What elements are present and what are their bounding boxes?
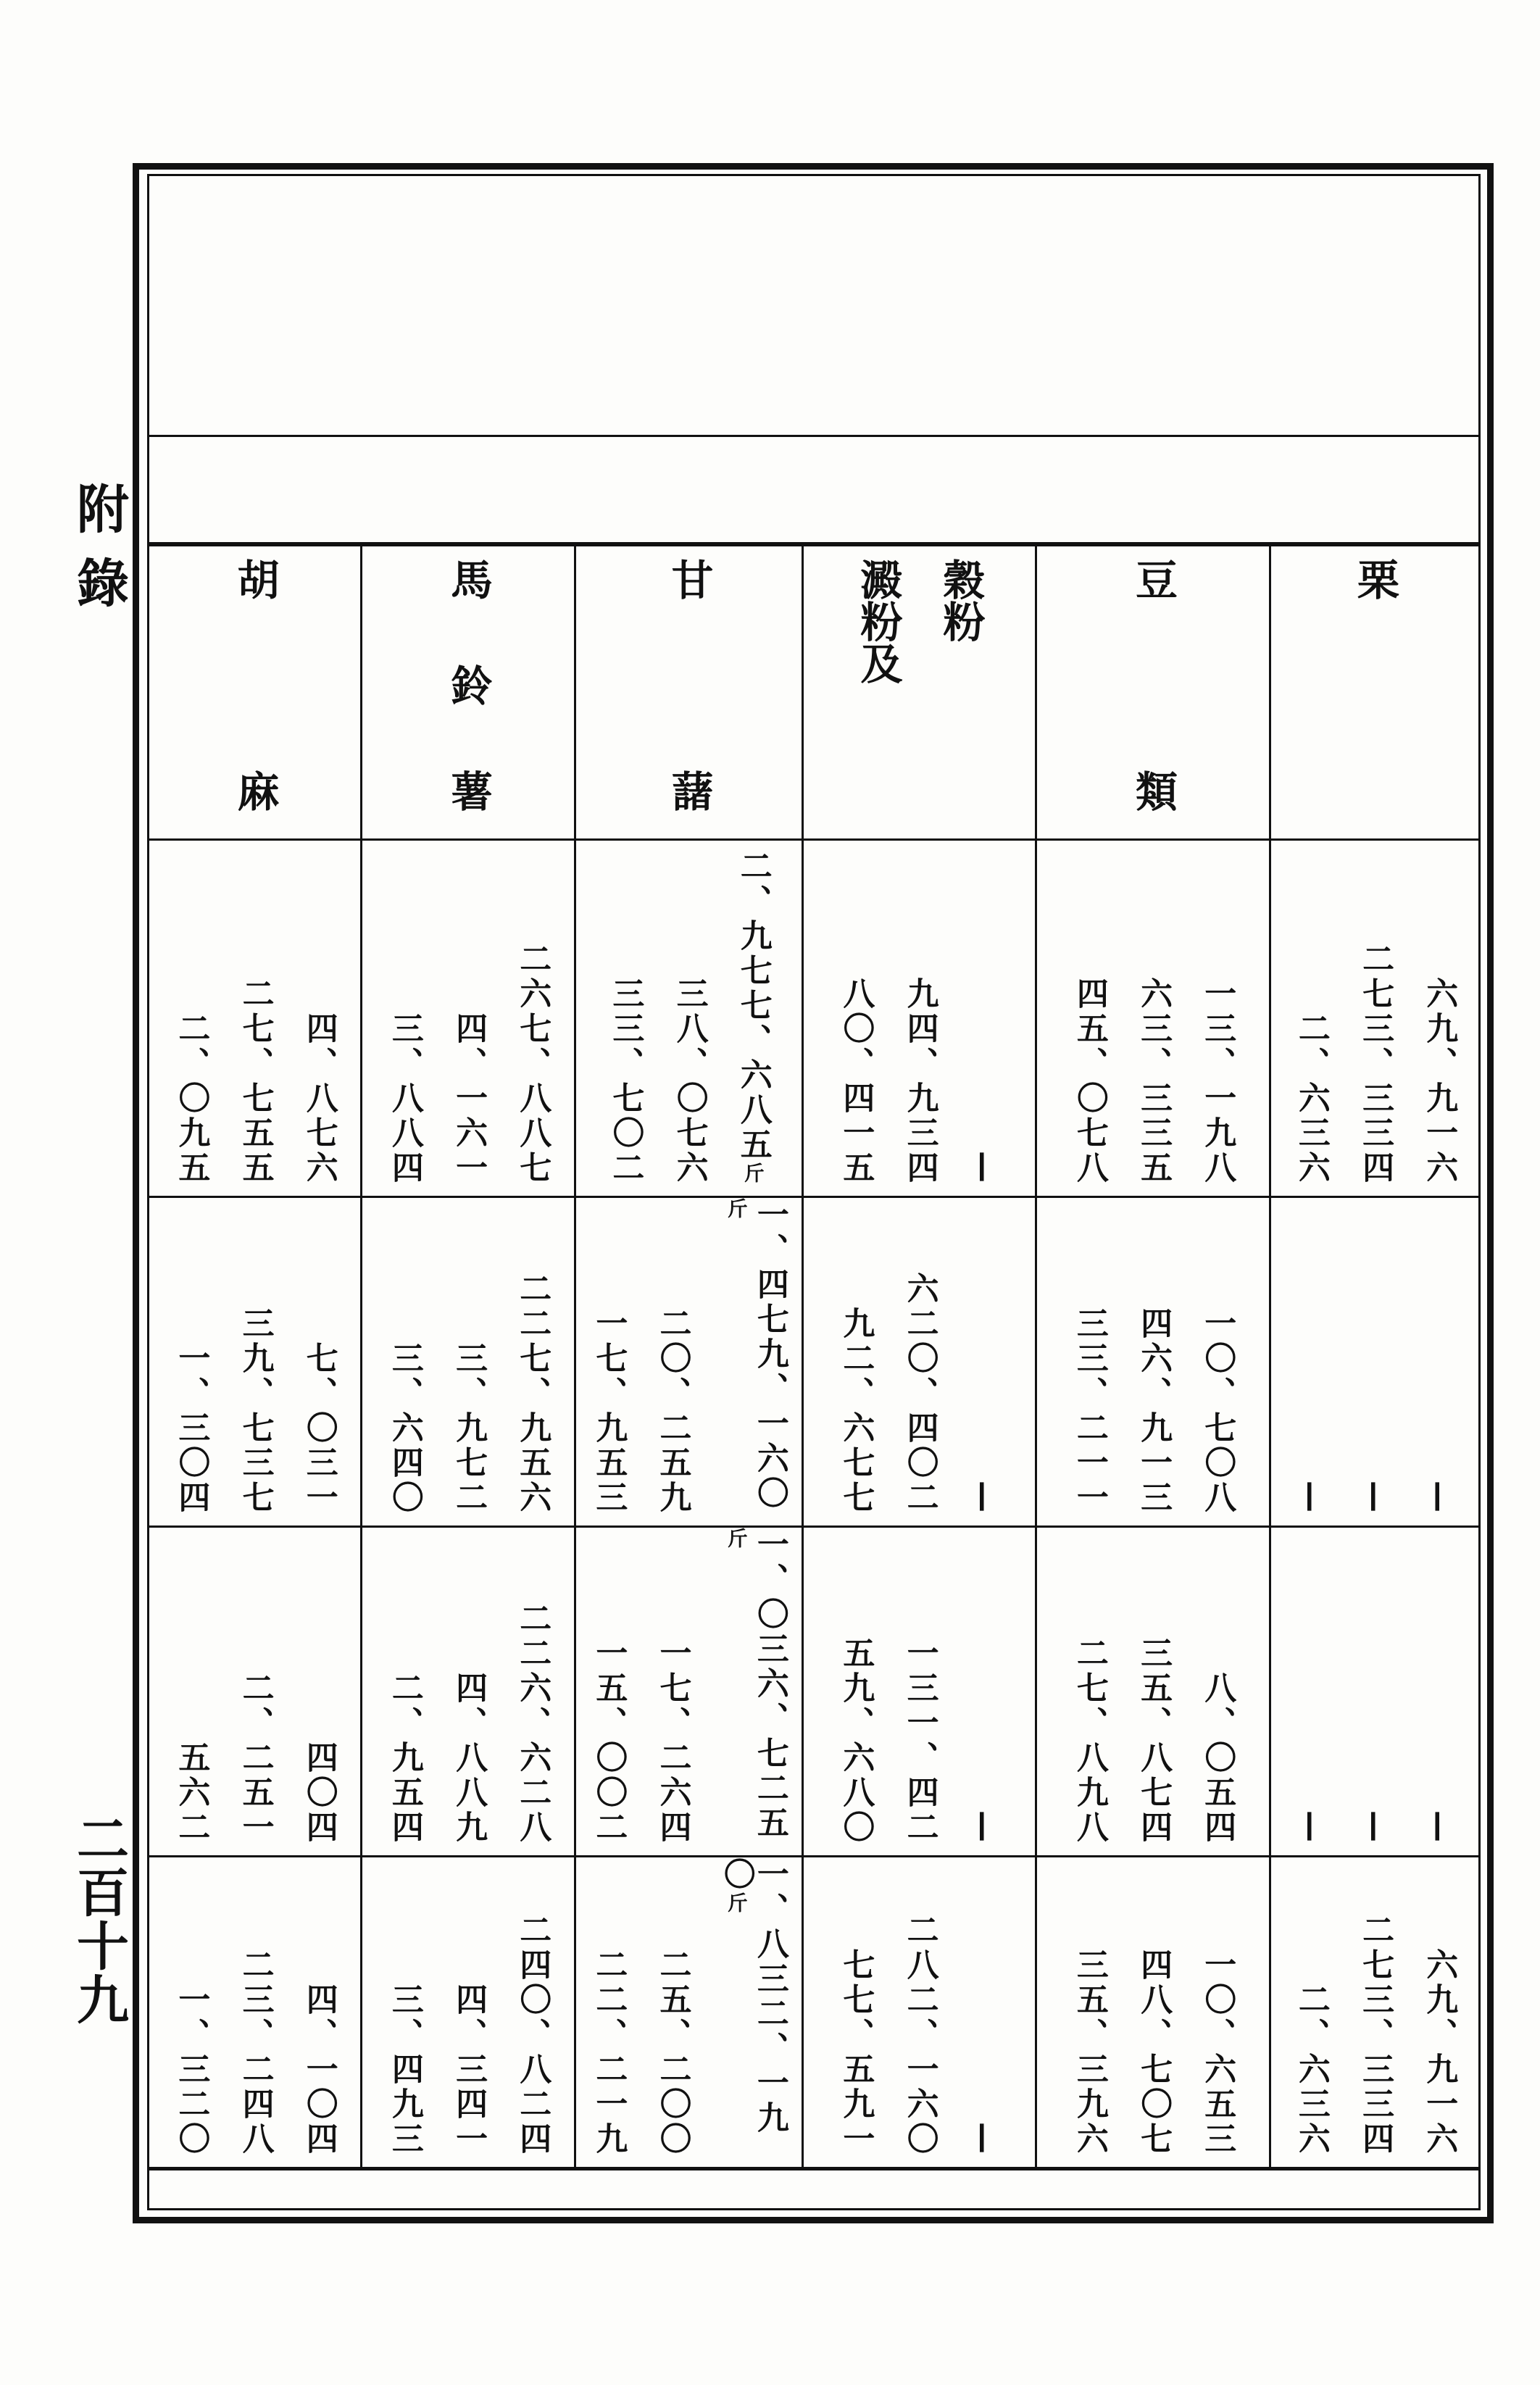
unit-label: 斤 <box>724 1198 749 1221</box>
cell-sweetpotato-r1 <box>576 841 802 1196</box>
cell-starch-r3 <box>804 1528 1035 1855</box>
value: 七七、五九一 <box>837 1948 875 2157</box>
cell-chestnut-r1 <box>1271 841 1478 1196</box>
value: 九四、九三四 <box>901 977 938 1186</box>
value: 六三、三三五 <box>1135 977 1173 1186</box>
value-text: 一、四七九、一六〇 <box>751 1198 788 1511</box>
value: 一〇、六五三 <box>1199 1948 1236 2157</box>
cell-sesame-r4 <box>149 1857 360 2167</box>
value: 一〇、七〇八 <box>1199 1307 1236 1515</box>
value: — <box>1357 1481 1394 1515</box>
value: 二七三、三三四 <box>1357 942 1394 1186</box>
value: — <box>965 1810 1002 1845</box>
header-char: 豆 <box>1128 558 1178 600</box>
header-text <box>225 558 286 812</box>
value: 三五、三九六 <box>1070 1948 1108 2157</box>
value: 四五、〇七八 <box>1070 977 1108 1186</box>
header-char: 藷 <box>664 770 714 812</box>
unit-label: 斤 <box>724 1892 749 1915</box>
value: 四、一六一 <box>450 1012 488 1186</box>
header-sesame <box>149 558 360 826</box>
header-char: 類 <box>1128 770 1178 812</box>
value: — <box>1357 1810 1394 1845</box>
value: 四八、七〇七 <box>1135 1948 1173 2157</box>
value: — <box>965 2122 1002 2157</box>
value-text: 二、九七七、六八五 <box>734 849 772 1162</box>
value: 二、九五四 <box>386 1671 423 1845</box>
cell-potato-r4 <box>362 1857 574 2167</box>
unit-label: 斤 <box>741 1162 765 1186</box>
value: — <box>965 1151 1002 1186</box>
header-char: 甘 <box>664 558 714 600</box>
value: 一三、一九八 <box>1199 977 1236 1186</box>
rule-bottom <box>149 2167 1478 2170</box>
header-potato <box>362 558 574 826</box>
value-text: 一、〇三六、七二五 <box>751 1528 788 1841</box>
header-starch-flour <box>804 558 1035 826</box>
value: 一三一、四二 <box>901 1636 938 1845</box>
cell-potato-r2 <box>362 1198 574 1526</box>
value: 四、三四一 <box>450 1983 488 2157</box>
cell-potato-r1 <box>362 841 574 1196</box>
header-char: 鈴 <box>444 664 493 706</box>
value: — <box>1292 1481 1330 1515</box>
value: 一五、〇〇二 <box>590 1636 628 1845</box>
value: 六九、九一六 <box>1420 1948 1458 2157</box>
value: 四〇四 <box>300 1741 338 1845</box>
value: — <box>1420 1810 1458 1845</box>
cell-beans-r3 <box>1037 1528 1269 1855</box>
cell-sweetpotato-r3 <box>576 1528 802 1855</box>
cell-chestnut-r3 <box>1271 1528 1478 1855</box>
header-text: 澱粉及 <box>853 558 903 684</box>
header-sweet-potato <box>576 558 802 826</box>
value: 三三、二一一 <box>1070 1307 1108 1515</box>
header-chestnut <box>1271 558 1478 826</box>
value: 五六二 <box>172 1741 210 1845</box>
value: 六九、九一六 <box>1420 977 1458 1186</box>
value <box>720 1528 786 1845</box>
cell-sweetpotato-r2 <box>576 1198 802 1526</box>
cell-sweetpotato-r4 <box>576 1857 802 2167</box>
value: 二七、八九八 <box>1070 1636 1108 1845</box>
header-beans <box>1037 558 1269 826</box>
header-char: 麻 <box>230 770 280 812</box>
section-label: 附錄 <box>68 482 130 630</box>
cell-chestnut-r4 <box>1271 1857 1478 2167</box>
unit-label: 斤 <box>724 1528 749 1551</box>
value: — <box>1420 1481 1458 1515</box>
cell-sesame-r3 <box>149 1528 360 1855</box>
value: 三、九七二 <box>450 1341 488 1515</box>
value: 二五、二〇〇 <box>654 1948 691 2157</box>
value: 三、四九三 <box>386 1983 423 2157</box>
value: 二八二、一六〇 <box>901 1913 938 2157</box>
value: 四、八七六 <box>300 1012 338 1186</box>
value <box>736 849 770 1186</box>
value: 二七、七五五 <box>236 977 274 1186</box>
cell-sesame-r1 <box>149 841 360 1196</box>
cell-starch-r4 <box>804 1857 1035 2167</box>
value: 二二七、九五六 <box>514 1272 552 1515</box>
value: 五九、六八〇 <box>837 1636 875 1845</box>
value-text: 一、八三二、一九〇 <box>717 1857 788 2136</box>
value: 三九、七三七 <box>236 1307 274 1515</box>
page-number: 二百十九 <box>68 1812 130 2026</box>
value <box>717 1857 788 2157</box>
cell-chestnut-r2 <box>1271 1198 1478 1526</box>
cell-starch-r2 <box>804 1198 1035 1526</box>
value: 六二〇、四〇二 <box>901 1272 938 1515</box>
value: 二七三、三三四 <box>1357 1913 1394 2157</box>
header-text: 穀粉 <box>936 558 986 642</box>
value: 九二、六七七 <box>837 1307 875 1515</box>
value: 二二六、六二八 <box>514 1602 552 1845</box>
value: 三五、八七四 <box>1135 1636 1173 1845</box>
value: 二、二五一 <box>236 1671 274 1845</box>
header-text <box>1123 558 1183 812</box>
value <box>720 1198 786 1515</box>
header-char: 馬 <box>444 558 493 600</box>
value: 四、八八九 <box>450 1671 488 1845</box>
value: 二、六三六 <box>1292 1012 1330 1186</box>
cell-potato-r3 <box>362 1528 574 1855</box>
value: 二六七、八八七 <box>514 942 552 1186</box>
cell-beans-r4 <box>1037 1857 1269 2167</box>
value: 二四〇、八二四 <box>514 1913 552 2157</box>
value: — <box>965 1481 1002 1515</box>
value: 二、六三六 <box>1292 1983 1330 2157</box>
cell-starch-r1 <box>804 841 1035 1196</box>
header-text <box>659 558 720 812</box>
value: 一、三〇四 <box>172 1341 210 1515</box>
value: 三、六四〇 <box>386 1341 423 1515</box>
value: 二〇、二五九 <box>654 1307 691 1515</box>
cell-beans-r1 <box>1037 841 1269 1196</box>
value: 八、〇五四 <box>1199 1671 1236 1845</box>
value: 二、〇九五 <box>172 1012 210 1186</box>
value: 七、〇三一 <box>300 1341 338 1515</box>
value: 三三、七〇二 <box>607 977 644 1186</box>
value: 八〇、四一五 <box>837 977 875 1186</box>
value: — <box>1292 1810 1330 1845</box>
value: 一七、二六四 <box>654 1636 691 1845</box>
header-char: 胡 <box>230 558 280 600</box>
value: 二三、二四八 <box>236 1948 274 2157</box>
value: 一七、九五三 <box>590 1307 628 1515</box>
value: 四六、九一三 <box>1135 1307 1173 1515</box>
value: 一、三二〇 <box>172 1983 210 2157</box>
rule-top-1 <box>149 435 1478 437</box>
value: 三八、〇七六 <box>670 977 708 1186</box>
value: 三、八八四 <box>386 1012 423 1186</box>
rule-top-2 <box>149 542 1478 546</box>
header-text: 栗 <box>1350 558 1399 600</box>
cell-beans-r2 <box>1037 1198 1269 1526</box>
value: 二二、二一九 <box>590 1948 628 2157</box>
value: 四、一〇四 <box>300 1983 338 2157</box>
header-text <box>438 558 499 812</box>
cell-sesame-r2 <box>149 1198 360 1526</box>
header-char: 薯 <box>444 770 493 812</box>
